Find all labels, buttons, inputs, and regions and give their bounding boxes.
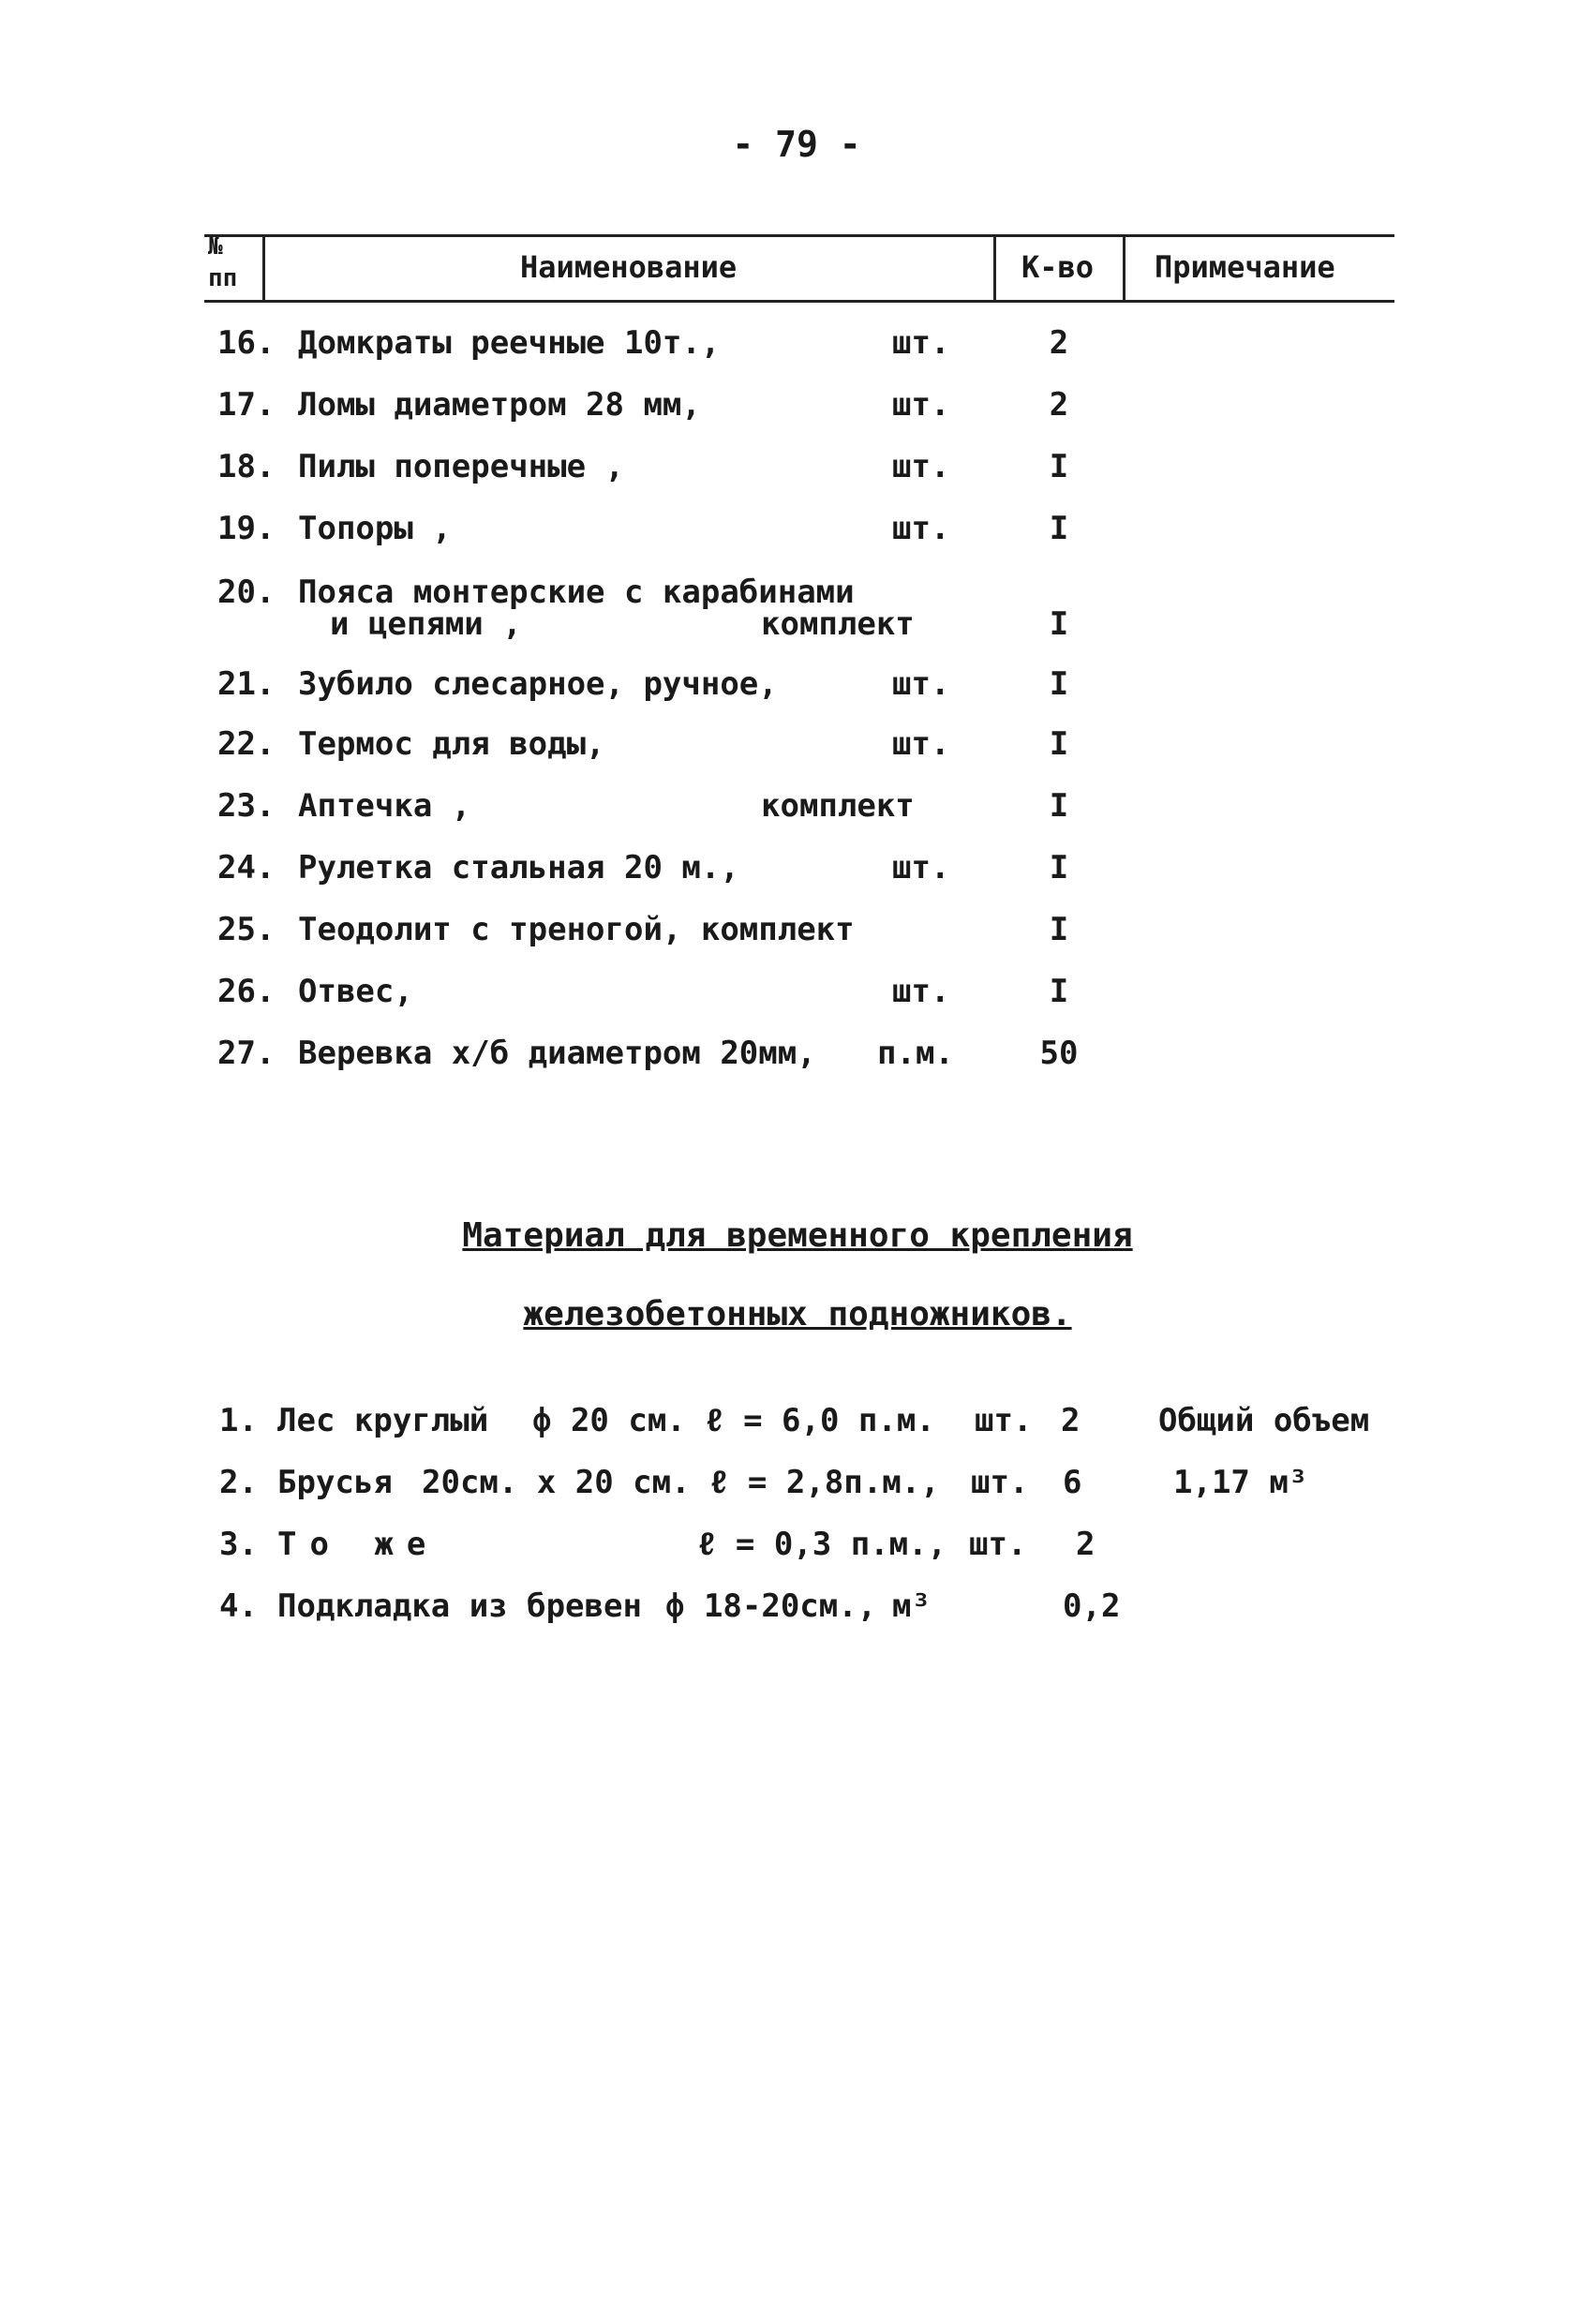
row-qty: I (1049, 849, 1069, 886)
material-number: 2. (219, 1464, 258, 1501)
material-qty: 2 (1076, 1526, 1096, 1563)
material-dimensions: 20см. х 20 см. ℓ = 2,8п.м., (422, 1464, 940, 1501)
header-top-rule (204, 234, 1394, 237)
table-row (0, 1035, 1595, 1091)
row-name: Пилы поперечные , (298, 448, 624, 485)
header-num-top: № (208, 232, 223, 261)
table-row (0, 973, 1595, 1029)
table-row (0, 448, 1595, 504)
row-unit: шт. (892, 725, 950, 763)
row-name: Отвес, (298, 973, 413, 1010)
row-unit: шт. (892, 324, 950, 362)
material-unit: м³ (892, 1587, 931, 1625)
row-qty: I (1049, 973, 1069, 1010)
row-qty: 2 (1049, 386, 1069, 424)
header-divider-3 (1123, 236, 1125, 300)
material-unit: шт. (975, 1402, 1033, 1439)
material-row (0, 1464, 1595, 1522)
header-bottom-rule (204, 300, 1394, 303)
material-qty: 6 (1063, 1464, 1082, 1501)
material-qty: 0,2 (1063, 1587, 1121, 1625)
row-unit: п.м. (877, 1035, 954, 1072)
section-title-line1: Материал для временного крепления (462, 1216, 1133, 1255)
row-name-continued: и цепями , (330, 605, 522, 643)
row-qty: I (1049, 605, 1069, 643)
header-note: Примечание (1155, 249, 1335, 285)
row-unit: комплект (761, 787, 915, 825)
row-number: 27. (217, 1035, 276, 1072)
row-name: Ломы диаметром 28 мм, (298, 386, 701, 424)
material-dimensions: ф 20 см. ℓ = 6,0 п.м. (532, 1402, 935, 1439)
header-num-bottom: пп (208, 264, 238, 292)
row-name: Топоры , (298, 510, 452, 547)
material-unit: шт. (971, 1464, 1029, 1501)
row-number: 26. (217, 973, 276, 1010)
section-title-line2: железобетонных подножников. (523, 1295, 1072, 1333)
row-name: Аптечка , (298, 787, 471, 825)
table-row (0, 324, 1595, 380)
table-row (0, 386, 1595, 442)
row-unit: шт. (892, 973, 950, 1010)
row-number: 22. (217, 725, 276, 763)
row-number: 25. (217, 911, 276, 948)
row-name: Зубило слесарное, ручное, (298, 665, 778, 703)
row-name: Пояса монтерские с карабинами (298, 574, 855, 611)
row-qty: I (1049, 510, 1069, 547)
header-name: Наименование (520, 249, 738, 285)
material-name: Подкладка из бревен (277, 1587, 642, 1625)
header-divider-2 (993, 236, 996, 300)
header-qty: К-во (1021, 249, 1095, 285)
material-note: Общий объем (1158, 1402, 1370, 1439)
table-row (0, 911, 1595, 967)
material-row (0, 1402, 1595, 1460)
row-qty: I (1049, 448, 1069, 485)
row-unit: шт. (892, 849, 950, 886)
material-row (0, 1526, 1595, 1584)
material-note: 1,17 м³ (1173, 1464, 1308, 1501)
row-number: 16. (217, 324, 276, 362)
material-name: Брусья (277, 1464, 393, 1501)
row-qty: 50 (1039, 1035, 1079, 1072)
row-qty: 2 (1049, 324, 1069, 362)
header-divider-1 (262, 236, 265, 300)
row-number: 24. (217, 849, 276, 886)
row-unit: комплект (761, 605, 915, 643)
page-number: - 79 - (732, 124, 861, 165)
material-qty: 2 (1061, 1402, 1081, 1439)
row-qty: I (1049, 725, 1069, 763)
row-number: 19. (217, 510, 276, 547)
material-number: 3. (219, 1526, 258, 1563)
row-number: 20. (217, 574, 276, 611)
material-name: То же (277, 1526, 440, 1563)
row-number: 21. (217, 665, 276, 703)
table-row (0, 574, 1595, 667)
row-name: Домкраты реечные 10т., (298, 324, 721, 362)
material-dimensions: ℓ = 0,3 п.м., (697, 1526, 947, 1563)
material-row (0, 1587, 1595, 1646)
row-number: 18. (217, 448, 276, 485)
table-row (0, 849, 1595, 905)
material-unit: шт. (969, 1526, 1027, 1563)
table-row (0, 510, 1595, 566)
row-number: 23. (217, 787, 276, 825)
row-name: Теодолит с треногой, комплект (298, 911, 855, 948)
row-unit: шт. (892, 665, 950, 703)
row-name: Термос для воды, (298, 725, 605, 763)
row-unit: шт. (892, 510, 950, 547)
row-unit: шт. (892, 386, 950, 424)
material-name: Лес круглый (277, 1402, 489, 1439)
table-row (0, 787, 1595, 843)
row-qty: I (1049, 665, 1069, 703)
row-unit: шт. (892, 448, 950, 485)
row-qty: I (1049, 787, 1069, 825)
material-number: 1. (219, 1402, 258, 1439)
row-qty: I (1049, 911, 1069, 948)
table-row (0, 665, 1595, 722)
material-dimensions: ф 18-20см., (665, 1587, 877, 1625)
row-name: Рулетка стальная 20 м., (298, 849, 739, 886)
row-name: Веревка х/б диаметром 20мм, (298, 1035, 816, 1072)
row-number: 17. (217, 386, 276, 424)
material-number: 4. (219, 1587, 258, 1625)
table-row (0, 725, 1595, 782)
